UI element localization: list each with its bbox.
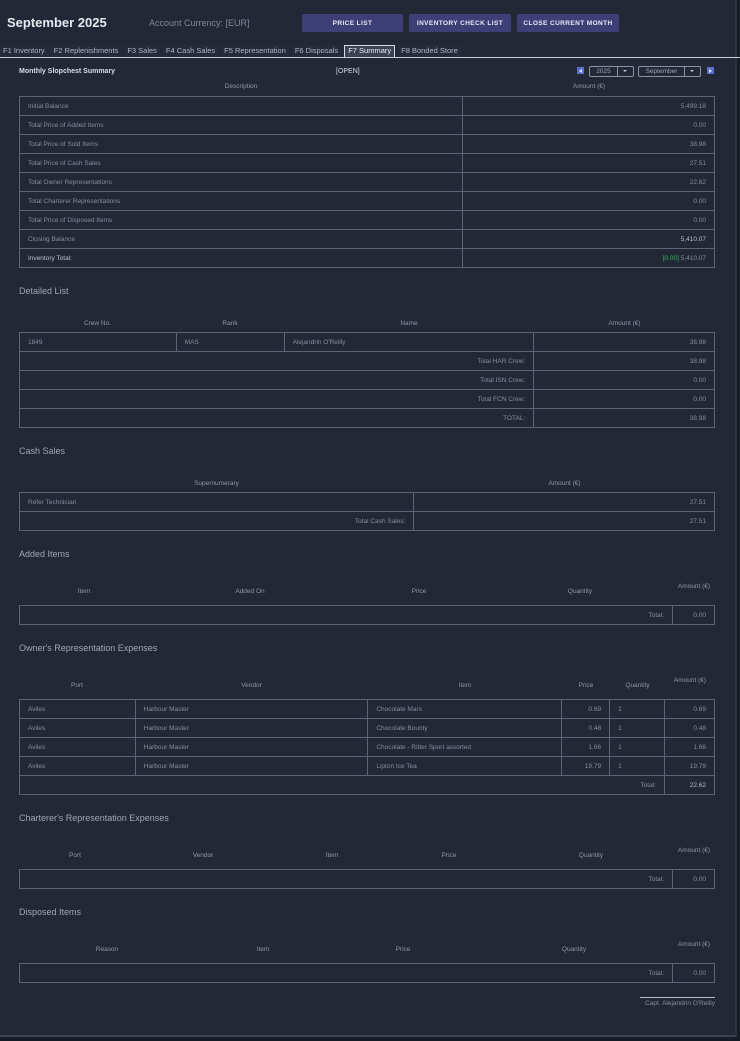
cash-sales-title: Cash Sales [19, 446, 66, 456]
col-amount: Amount (€) [608, 320, 641, 327]
summary-table [19, 96, 715, 268]
amount: 27.51 [414, 493, 715, 512]
total-row [20, 352, 715, 371]
port: Aviles [20, 738, 136, 757]
owner-representation-title: Owner's Representation Expenses [19, 643, 158, 653]
row-label: Inventory Total: [20, 249, 463, 268]
col-amount: Amount (€) [677, 941, 711, 948]
table-row [20, 738, 715, 757]
table-row [20, 97, 715, 116]
price: 19.79 [562, 757, 610, 776]
col-crew-no: Crew No. [83, 320, 112, 327]
col-item: Item [458, 682, 472, 689]
total-row [20, 371, 715, 390]
quantity: 1 [610, 700, 665, 719]
tab-sales[interactable]: F3 Sales [124, 45, 160, 57]
tab-divider [0, 57, 740, 58]
total-row [20, 512, 715, 531]
year-select[interactable] [589, 66, 634, 77]
col-rank: Rank [222, 320, 238, 327]
signature-line [640, 997, 715, 998]
col-quantity: Quantity [625, 682, 650, 689]
quantity: 1 [610, 757, 665, 776]
col-added-on: Added On [235, 588, 265, 595]
row-label: Total Owner Representations [20, 173, 463, 192]
quantity: 1 [610, 719, 665, 738]
col-name: Name [400, 320, 418, 327]
crew-name: Alejandrin O'Reilly [284, 333, 534, 352]
total-value: 38.98 [534, 352, 715, 371]
total-row [20, 964, 715, 983]
total-value: 27.51 [414, 512, 715, 531]
detailed-list-table [19, 332, 715, 428]
vendor: Harbour Master [135, 719, 368, 738]
col-price: Price [578, 682, 594, 689]
page-title: September 2025 [7, 15, 107, 30]
month-value: September [639, 67, 685, 76]
row-value: 0.00 [463, 116, 715, 135]
item: Chocolate Mars [368, 700, 562, 719]
col-item: Item [77, 588, 91, 595]
tab-replenishments[interactable]: F2 Replenishments [51, 45, 122, 57]
next-month-icon[interactable] [707, 67, 714, 74]
charterer-representation-title: Charterer's Representation Expenses [19, 813, 169, 823]
tab-representation[interactable]: F5 Representation [221, 45, 289, 57]
row-label: Total Price of Disposed Items [20, 211, 463, 230]
total-label: Total: [20, 964, 673, 983]
item: Chocolate Bounty [368, 719, 562, 738]
tab-summary[interactable]: F7 Summary [344, 45, 395, 57]
vendor: Harbour Master [135, 700, 368, 719]
tab-inventory[interactable]: F1 Inventory [0, 45, 48, 57]
closing-balance-value: 5,410.07 [463, 230, 715, 249]
port: Aviles [20, 700, 136, 719]
col-amount: Amount (€) [677, 847, 711, 854]
inventory-check-list-button[interactable]: INVENTORY CHECK LIST [409, 14, 511, 32]
item: Lipton Ice Tea [368, 757, 562, 776]
table-row [20, 719, 715, 738]
col-amount: Amount (€) [548, 480, 581, 487]
total-value: 0.00 [673, 606, 715, 625]
month-select[interactable] [638, 66, 701, 77]
charterer-representation-table [19, 869, 715, 889]
table-row [20, 192, 715, 211]
total-label: Total: [20, 776, 665, 795]
total-label: TOTAL: [20, 409, 534, 428]
vendor: Harbour Master [135, 757, 368, 776]
col-port: Port [69, 852, 81, 859]
col-price: Price [411, 588, 427, 595]
close-current-month-button[interactable]: CLOSE CURRENT MONTH [517, 14, 619, 32]
total-label: Total Cash Sales: [20, 512, 414, 531]
col-amount: Amount (€) [673, 677, 707, 684]
inventory-total-cell [463, 249, 715, 268]
col-price: Price [441, 852, 457, 859]
function-tabs [0, 45, 464, 57]
amount: 0.69 [664, 700, 714, 719]
amount: 19.79 [664, 757, 714, 776]
col-port: Port [71, 682, 83, 689]
amount: 0.48 [664, 719, 714, 738]
table-row [20, 211, 715, 230]
table-row [20, 249, 715, 268]
total-row [20, 390, 715, 409]
total-label: Total FCN Crew: [20, 390, 534, 409]
row-label: Closing Balance [20, 230, 463, 249]
table-row [20, 493, 715, 512]
total-label: Total ISN Crew: [20, 371, 534, 390]
detailed-list-title: Detailed List [19, 286, 69, 296]
rank: MAS [176, 333, 284, 352]
crew-no: 1849 [20, 333, 177, 352]
total-row [20, 776, 715, 795]
total-label: Total: [20, 870, 673, 889]
col-vendor: Vendor [192, 852, 214, 859]
table-row [20, 116, 715, 135]
table-row [20, 173, 715, 192]
owner-representation-table [19, 699, 715, 795]
account-currency: Account Currency: [EUR] [149, 18, 250, 28]
col-reason: Reason [95, 946, 119, 953]
total-value: 0.00 [534, 390, 715, 409]
table-row [20, 135, 715, 154]
total-value: 38.98 [534, 409, 715, 428]
quantity: 1 [610, 738, 665, 757]
col-quantity: Quantity [567, 588, 593, 595]
row-value: 22.62 [463, 173, 715, 192]
table-row [20, 154, 715, 173]
row-label: Initial Balance [20, 97, 463, 116]
port: Aviles [20, 719, 136, 738]
item: Chocolate - Ritter Sport assorted [368, 738, 562, 757]
port: Aviles [20, 757, 136, 776]
cash-sales-table [19, 492, 715, 531]
total-value: 0.00 [673, 964, 715, 983]
inventory-total-value: 5,410.07 [680, 254, 706, 262]
chevron-down-icon[interactable] [618, 67, 633, 76]
col-vendor: Vendor [241, 682, 262, 689]
total-value: 0.00 [534, 371, 715, 390]
total-row [20, 870, 715, 889]
vendor: Harbour Master [135, 738, 368, 757]
added-items-table [19, 605, 715, 625]
total-value: 22.62 [664, 776, 714, 795]
row-value: 0.00 [463, 211, 715, 230]
summary-title: Monthly Slopchest Summary [19, 68, 116, 75]
col-description: Description [224, 83, 258, 90]
amount: 1.66 [664, 738, 714, 757]
year-value: 2025 [590, 67, 618, 76]
tab-disposals[interactable]: F6 Disposals [292, 45, 341, 57]
row-value: 5,499.18 [463, 97, 715, 116]
tab-cash-sales[interactable]: F4 Cash Sales [163, 45, 218, 57]
supernumerary-name: Refer Technician [20, 493, 414, 512]
row-label: Total Charterer Representations [20, 192, 463, 211]
table-row [20, 230, 715, 249]
table-row [20, 333, 715, 352]
captain-signature: Capt. Alejandrin O'Reilly [645, 1000, 715, 1007]
price: 0.69 [562, 700, 610, 719]
table-row [20, 700, 715, 719]
disposed-items-table [19, 963, 715, 983]
col-quantity: Quantity [561, 946, 587, 953]
row-label: Total Price of Sold Items [20, 135, 463, 154]
month-status: [OPEN] [336, 68, 360, 75]
row-value: 38.98 [463, 135, 715, 154]
chevron-down-icon[interactable] [685, 67, 700, 76]
total-label: Total HAR Crew: [20, 352, 534, 371]
col-quantity: Quantity [578, 852, 604, 859]
col-amount: Amount (€) [677, 583, 711, 590]
row-label: Total Price of Added Items [20, 116, 463, 135]
row-value: 0.00 [463, 192, 715, 211]
row-value: 27.51 [463, 154, 715, 173]
col-item: Item [325, 852, 339, 859]
previous-month-icon[interactable] [577, 67, 584, 74]
price: 0.48 [562, 719, 610, 738]
total-row [20, 606, 715, 625]
col-item: Item [256, 946, 270, 953]
disposed-items-title: Disposed Items [19, 907, 82, 917]
table-row [20, 757, 715, 776]
total-value: 0.00 [673, 870, 715, 889]
inventory-diff: [0.00] [662, 254, 679, 262]
price-list-button[interactable]: PRICE LIST [302, 14, 403, 32]
tab-bonded-store[interactable]: F8 Bonded Store [398, 45, 461, 57]
total-label: Total: [20, 606, 673, 625]
col-supernumerary: Supernumerary [194, 480, 239, 487]
col-amount: Amount (€) [572, 83, 606, 90]
added-items-title: Added Items [19, 549, 70, 559]
price: 1.66 [562, 738, 610, 757]
row-label: Total Price of Cash Sales [20, 154, 463, 173]
amount: 38.98 [534, 333, 715, 352]
col-price: Price [395, 946, 411, 953]
total-row [20, 409, 715, 428]
